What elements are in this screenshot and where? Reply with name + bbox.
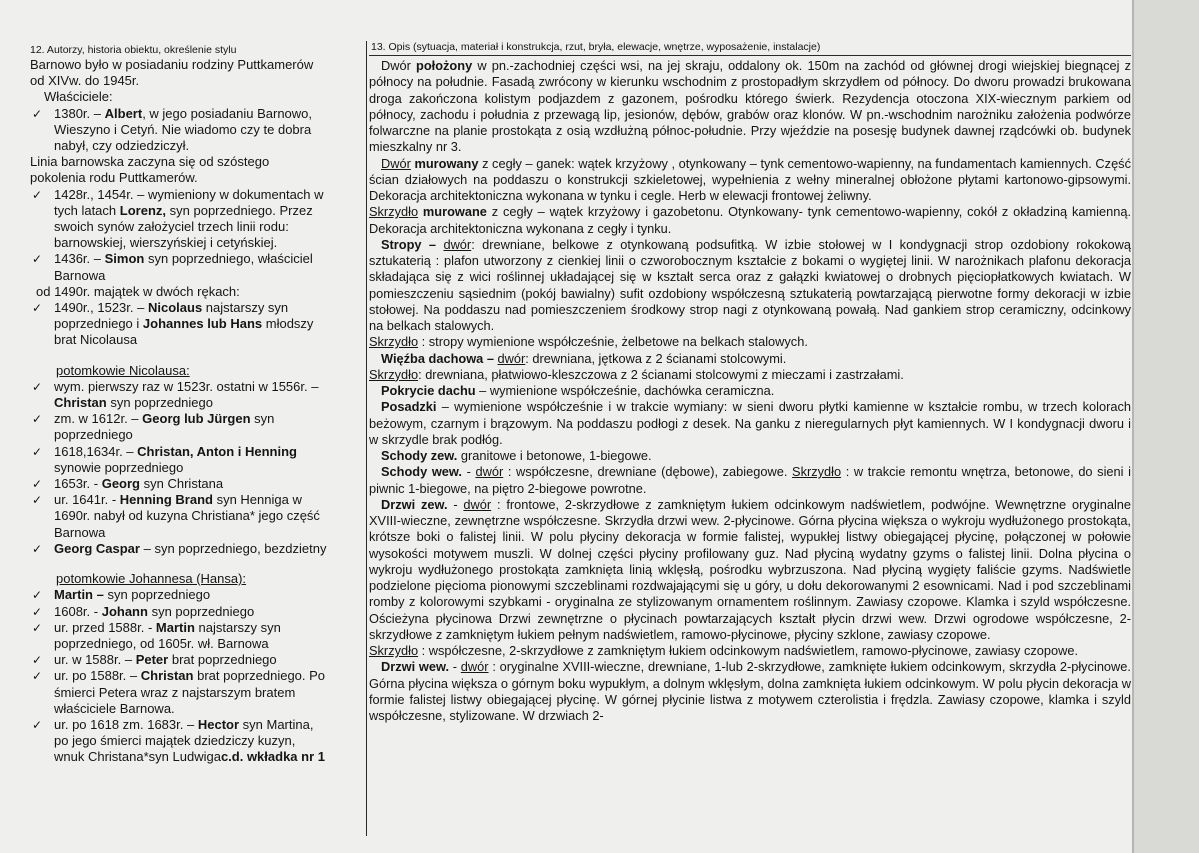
owner-entry: ✓ wym. pierwszy raz w 1523r. ostatni w 1556r. – Christan syn poprzedniego — [32, 378, 319, 411]
owner-entry: ✓ 1608r. - Johann syn poprzedniego — [32, 603, 255, 619]
checkmark-icon: ✓ — [32, 717, 43, 732]
wing-material-paragraph: Skrzydło murowane z cegły – wątek krzyżowy i gazobetonu. Otynkowany- tynk cementowo-wapienny, cokół z okładziną kamienną. Dekoracja architektoniczna wykonana z cegły i tynku. — [369, 204, 1132, 236]
description-header: 13. Opis (sytuacja, materiał i konstrukcja, rzut, bryła, elewacje, wnętrze, wyposażenie, instalacje) — [369, 41, 1131, 56]
history-intro: Barnowo było w posiadaniu rodziny Puttkamerów — [30, 57, 314, 72]
nicolaus-descendants-title: potomkowie Nicolausa: — [56, 362, 190, 378]
checkmark-icon: ✓ — [32, 669, 43, 684]
owner-entry: ✓ Martin – syn poprzedniego — [32, 587, 211, 603]
checkmark-icon: ✓ — [32, 412, 43, 427]
checkmark-icon: ✓ — [32, 588, 43, 603]
history-header: 12. Autorzy, historia obiektu, określenie stylu — [30, 44, 237, 56]
lineage-note: Linia barnowska zaczyna się od szóstego pokolenia rodu Puttkamerów. — [30, 154, 270, 186]
owner-entry: ✓ Georg Caspar – syn poprzedniego, bezdzietny — [32, 540, 327, 556]
floors-paragraph: Posadzki – wymienione współcześnie i w trakcie wymiany: w sieni dworu płytki kamienne w kształcie rombu, w trzech kolorach beżowym, czarnym i brązowym. Na poddaszu podłogi z desek. Na ganku z nieregularnych płyt kamiennych. W I kondygnacji dworu i w skrzydle brak podłóg. — [369, 399, 1131, 447]
history-column: 12. Autorzy, historia obiektu, określenie stylu Barnowo było w posiadaniu rodziny Puttkamerów od XIVw. do 1945r. Właściciele: ✓ 1380r. – Albert, w jego posiadaniu Barnowo, Wieszyno i Cetyń. Nie wiadomo czy te dobra nabył, czy odziedziczył. Linia barnowska zaczyna się od szóstego pokolenia rodu Puttkamerów. ✓ 1428r., 1454r. – wymieniony w dokumentach w tych latach Lorenz, syn poprzedniego. Przez swoich synów założyciel trzech linii rodu: barnowskiej, wierszyńskiej i cetyńskiej. ✓ 1436r. – Simon syn poprzedniego, właściciel Barnowa od 1490r. majątek w dwóch rękach: ✓ 1490r., 1523r. – Nicolaus najstarszy syn poprzedniego i Johannes lub Hans młodszy brat Nicolausa potomkowie Nicolausa: ✓ wym. pierwszy raz w 1523r. ostatni w 1556r. – Christan syn poprzedniego ✓ zm. w 1612r. – Georg lub Jürgen syn poprzedniego ✓ 1618,1634r. – Christan, Anton i Henning synowie poprzedniego ✓ 1653r. - Georg syn Christana ✓ ur. 1641r. - Henning Brand syn Henniga w 1690r. nabył od kuzyna Christiana* jego część Barnowa ✓ Georg Caspar – syn poprzedniego, bezdzietny potomkowie Johannesa (Hansa): ✓ Martin – syn poprzedniego ✓ 1608r. - Johann syn poprzedniego ✓ ur. przed 1588r. - Martin najstarszy syn poprzedniego, od 1605r. wł. Barnowa ✓ ur. w 1588r. – Peter brat poprzedniego ✓ ur. po 1588r. – Christan brat poprzedniego. Po śmierci Petera wraz z najstarszym bratem właściciele Barnowa. ✓ ur. po 1618 zm. 1683r. – Hector syn Martina, po jego śmierci majątek dziedziczy kuzyn, wnuk Christana*syn Ludwigac.d. wkładka nr 1 — [30, 44, 365, 766]
inner-stairs-paragraph: Schody wew. - dwór : współczesne, drewniane (dębowe), zabiegowe. Skrzydło : w trakcie remontu wnętrza, betonowe, do sieni i piwnic 1-biegowe, na piętro 2-biegowe powrotne. — [369, 464, 1131, 496]
ceilings-paragraph: Stropy – dwór: drewniane, belkowe z otynkowaną podsufitką. W izbie stołowej w I kondygnacji strop ozdobiony rokokową sztukaterią : plafon utworzony z cienkiej linii o czworobocznym kształcie z bokami o wygiętej linii. W narożnikach plafonu dekoracja składająca się z wici roślinnej układającej się w kształt serca oraz z gałązki kwiatowej o drobnych pięciopłatkowych kwiatach. W pomieszczeniu sąsiednim (pokój bawialny) sufit ozdobiony współczesną sztukaterią powtarzającą pierwotne formy dekoracji w izbie stołowej. Na poddaszu nad pomieszczeniem środkowy strop nagi z otynkowaną powałą. Nad gankiem strop ceramiczny, odcinkowy na belkach stalowych. — [369, 236, 1132, 333]
owner-entry: ✓ ur. po 1618 zm. 1683r. – Hector syn Martina, po jego śmierci majątek dziedziczy kuzyn, wnuk Christana*syn Ludwigac.d. wkładka nr 1 — [32, 716, 325, 765]
owner-entry: ✓ 1436r. – Simon syn poprzedniego, właściciel Barnowa — [32, 251, 313, 283]
owner-entry: ✓ 1618,1634r. – Christan, Anton i Henning synowie poprzedniego — [32, 443, 297, 475]
scan-edge — [1132, 0, 1199, 853]
wing-ceilings-paragraph: Skrzydło : stropy wymienione współcześnie, żelbetowe na belkach stalowych. — [369, 334, 808, 350]
owners-label: Właściciele: — [44, 89, 113, 105]
checkmark-icon: ✓ — [32, 379, 43, 394]
owner-entry: ✓ 1380r. – Albert, w jego posiadaniu Barnowo, Wieszyno i Cetyń. Nie wiadomo czy te dobra nabył, czy odziedziczył. — [32, 105, 313, 154]
checkmark-icon: ✓ — [32, 444, 43, 459]
owner-entry: ✓ 1490r., 1523r. – Nicolaus najstarszy syn poprzedniego i Johannes lub Hans młodszy brat Nicolausa — [32, 300, 314, 348]
owner-entry: ✓ ur. 1641r. - Henning Brand syn Henniga w 1690r. nabył od kuzyna Christiana* jego część Barnowa — [32, 492, 320, 540]
wing-truss-paragraph: Skrzydło: drewniana, płatwiowo-kleszczowa z 2 ścianami stolcowymi z mieczami i zastrzałami. — [369, 366, 904, 382]
inner-doors-paragraph: Drzwi wew. - dwór : oryginalne XVIII-wieczne, drewniane, 1-lub 2-skrzydłowe, zamknięte łukiem odcinkowym, skrzydła 2-płycinowe. Górna płycina większa o górnym boku wypukłym, a dolnym wklęsłym, dolna zamknięta łukiem odcinkowym. W polu płycin dekoracja w formie falistej listwy obiegającej płycinę. W górnej płycinie listwa z motywem czterolistia i frędzla. Zawiasy czopowe, klamka i szyld współczesne, stylizowane. W drzwiach 2- — [369, 659, 1131, 723]
roofing-paragraph: Pokrycie dachu – wymienione współcześnie, dachówka ceramiczna. — [381, 383, 775, 398]
checkmark-icon: ✓ — [32, 541, 43, 556]
form-sheet — [30, 36, 1132, 836]
owner-entry: ✓ ur. po 1588r. – Christan brat poprzedniego. Po śmierci Petera wraz z najstarszym bratem właściciele Barnowa. — [32, 668, 326, 716]
owner-entry: ✓ 1428r., 1454r. – wymieniony w dokumentach w tych latach Lorenz, syn poprzedniego. Przez swoich synów założyciel trzech linii rodu: barnowskiej, wierszyńskiej i cetyńskiej. — [32, 186, 324, 251]
checkmark-icon: ✓ — [32, 604, 43, 619]
checkmark-icon: ✓ — [32, 187, 43, 202]
checkmark-icon: ✓ — [32, 620, 43, 635]
checkmark-icon: ✓ — [32, 252, 43, 267]
wing-doors-paragraph: Skrzydło : współczesne, 2-skrzydłowe z zamkniętym łukiem odcinkowym nadświetlem, ramowo-płycinowe, zawiasy czopowe. — [369, 643, 1079, 658]
location-paragraph: Dwór położony w pn.-zachodniej części wsi, na jej skraju, oddalony ok. 150m na zachód od głównej drogi wiejskiej biegnącej z północy na południe. Fasadą zwrócony w kierunku wschodnim z prostopadłym skrzydłem od północy. Do dworu prowadzi brukowana droga zakończona kolistym podjazdem z gazonem, pośrodku którego świerk. Rezydencja otoczona XIX-wiecznym parkiem od północy, zachodu i południa z przewagą lip, jesionów, dębów, grabów oraz klonów. W pn.-wschodnim narożniku założenia podwórze folwarczne na planie prostokąta z osią wzdłużną północ-południe. Przy wjeździe na posesję budynek dawnej rządcówki ob. budynek mieszkalny nr 3. — [369, 58, 1132, 155]
owner-entry: ✓ ur. w 1588r. – Peter brat poprzedniego — [32, 652, 277, 668]
roof-truss-paragraph: Więźba dachowa – dwór: drewniana, jętkowa z 2 ścianami stolcowymi. — [381, 350, 787, 366]
description-column — [369, 41, 1131, 724]
material-paragraph: Dwór murowany z cegły – ganek: wątek krzyżowy , otynkowany – tynk cementowo-wapienny, na fundamentach kamiennych. Część ścian działowych na poddaszu o konstrukcji szkieletowej, wypełnienia z wełny mineralnej obłożone płytami kartonowo-gipsowymi. Dekoracja architektoniczna wykonana w tynku i cegle. Herb w elewacji frontowej żeliwny. — [369, 155, 1131, 203]
column-divider — [366, 41, 367, 836]
outer-doors-paragraph: Drzwi zew. - dwór : frontowe, 2-skrzydłowe z zamkniętym łukiem odcinkowym nadświetlem, podwójne. Wewnętrzne oryginalne XVIII-wieczne, zewnętrzne współczesne. Skrzydła drzwi wew. 2-płycinowe. Górna płycina większa o wykroju wydłużonego prostokąta, krótsze boki o falistej linii. W polu płyciny dekoracja w formie falistej, wypukłej listwy obiegającej płycinę, połączonej w połowie wysokości motywem muszli. W dolnej części płyciny profilowany guz. Nad płyciną wydatny gzyms o falistej linii. Dolna płycina o wykroju wydłużonego prostokąta zamknięta linią wklęsłą, pośrodku wybrzuszona. Nad płyciną wygięty faliście gzyms. Nadświetle podzielone pięcioma pionowymi szczeblinami rozdwajającymi się u góry, u dołu dekorowanymi 2 esownicami. Nad i pod szczeblinami romby z kolorowymi szybkami - oryginalna ze stylizowanym ornamentem roślinnym. Zawiasy czopowe. Klamka i szyld współczesne. Ościeżyna płycinowa Drzwi zewnętrzne o płycinach powtarzających kształt płycin drzwi wew. Drzwi ogrodowe współczesne, 2-skrzydłowe z zamkniętym łukiem pełnym nadświetlem, ramowo-płycinowe, płyciny szklone, zawiasy czopowe. — [369, 496, 1132, 642]
checkmark-icon: ✓ — [32, 477, 43, 492]
owner-entry: ✓ zm. w 1612r. – Georg lub Jürgen syn poprzedniego — [32, 411, 275, 443]
owner-entry: ✓ ur. przed 1588r. - Martin najstarszy syn poprzedniego, od 1605r. wł. Barnowa — [32, 619, 281, 651]
checkmark-icon: ✓ — [32, 106, 43, 121]
split-note: od 1490r. majątek w dwóch rękach: — [36, 283, 240, 299]
checkmark-icon: ✓ — [32, 493, 43, 508]
checkmark-icon: ✓ — [32, 653, 43, 668]
outer-stairs-paragraph: Schody zew. granitowe i betonowe, 1-biegowe. — [381, 448, 652, 463]
checkmark-icon: ✓ — [32, 301, 43, 316]
johannes-descendants-title: potomkowie Johannesa (Hansa): — [56, 571, 247, 587]
owner-entry: ✓ 1653r. - Georg syn Christana — [32, 476, 224, 492]
